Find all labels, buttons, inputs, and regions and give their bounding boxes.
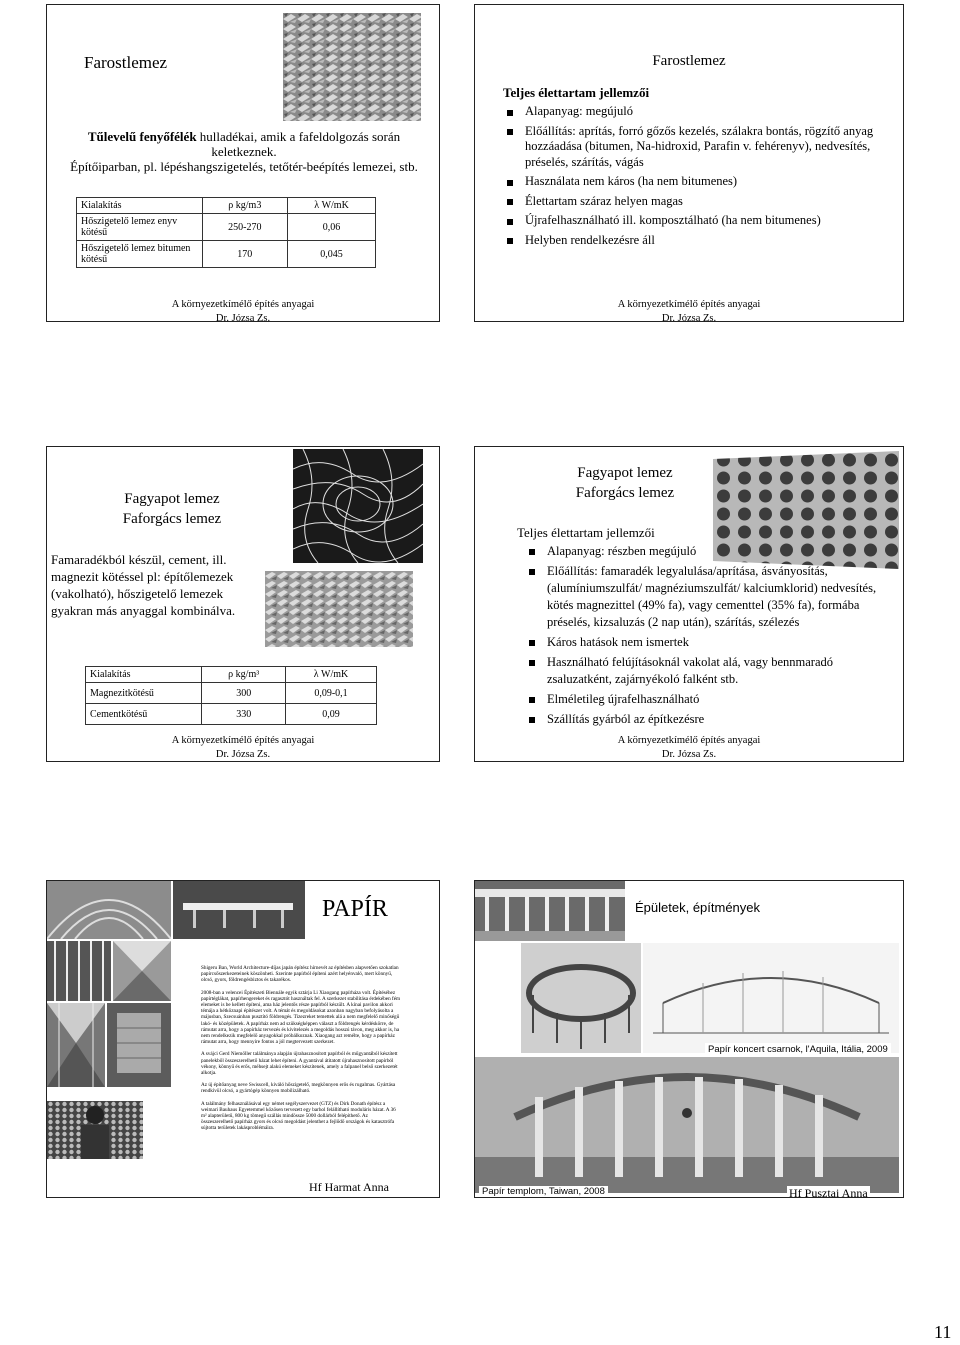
paper-church-caption: Papír templom, Taiwan, 2008 [479, 1186, 608, 1197]
section-drawing [643, 943, 899, 1053]
table-cell: Hőszigetelő lemez enyv kötésű [77, 214, 203, 241]
slide-papir [46, 880, 440, 1198]
tunnel-photo [47, 881, 171, 939]
paper-text-block [201, 965, 401, 1132]
slide-title: Épületek, építmények [635, 900, 761, 915]
footer-course: A környezetkímélő építés anyagai [171, 735, 315, 746]
list-item: Élettartam száraz helyen magas [503, 194, 883, 210]
pavilion-photo [173, 881, 305, 939]
footer-course: A környezetkímélő építés anyagai [617, 299, 761, 310]
slide-subtitle: Teljes élettartam jellemzői [517, 525, 655, 540]
slide-title: Farostlemez [652, 53, 726, 69]
title-line-2: Faforgács lemez [575, 485, 675, 501]
intro-paragraph [69, 129, 419, 174]
list-item: Használata nem káros (ha nem bitumenes) [503, 174, 883, 190]
slide-farostlemez-lifecycle [474, 4, 904, 322]
table-row [77, 241, 376, 268]
table-cell: 0,06 [288, 214, 376, 241]
wood-wool-photo [293, 449, 423, 563]
intro-bold: Tűlevelű fenyőfélék [87, 129, 197, 144]
table-cell: Magnezitkötésű [86, 683, 202, 704]
table-header: Kialakítás [77, 198, 203, 214]
paragraph: 2008-ban a velencei Építészeti Biennále egyik sztárja Li Xiaogang papírháza volt. Építéséhez papírtéglákat, papírhengereket és ragasztót használtak fel. A szerkezet stabilitása érdekében fém elemeket is be kellett építeni, ama ház jelentős része papírból készült. A kínai pavilon akkori témája a hétköznapi építészet volt. A témát és megoldásokat azonban nagyban befolyásolta a májusban, Szecsuánban pusztító földrengés. Tizezreket temettek alá a nem megfelelő minőségű lakó- és középületek. A papírház nem ad szükségképpen választ a földrengés kérdéskörre, de rámutat arra, hogy a papírház tervezés és kivitelezés a megoldás hosszú távon, meg akkor is, ha nem rendelkezik megfelelő anyagokkal próbálkoznak. Xiaogang azt remélte, hogy a papírház rámutat arra, hogy mennyire fontos a jól megtervezett szerkezet. [201, 989, 401, 1046]
title-line-1: Fagyapot lemez [577, 465, 673, 481]
slide-subtitle: Teljes élettartam jellemzői [503, 85, 650, 100]
table-cell: 330 [202, 704, 286, 725]
corridor-photo [47, 1003, 105, 1087]
table-row [86, 704, 377, 725]
table-header-row [86, 667, 377, 683]
author-caption: Hf Harmat Anna [309, 1180, 389, 1194]
concert-hall-caption: Papír koncert csarnok, l'Aquila, Itália, 2009 [705, 1043, 891, 1056]
list-item: Alapanyag: részben megújuló [525, 543, 900, 560]
lifecycle-list [503, 104, 883, 248]
interior-photo-1 [47, 941, 111, 1001]
paragraph: Az új építőanyag neve Swisscell, kiváló hőszigetelő, megkönnyen erős és rugalmas. Gyártása rendkívül olcsó, a gyártógép könnyen mobilizálható. [201, 1082, 396, 1095]
slide-footer [475, 734, 903, 762]
person-panel-photo [47, 1101, 143, 1159]
list-item: Előállítás: aprítás, forró gőzős kezelés, szálakra bontás, rögzítő anyag hozzáadása (bitumen, Na-hidroxid, Parafin v. fehérenyv), nedvesítés, préselés, szárítás, vágás [503, 124, 883, 171]
slide-title: PAPÍR [322, 896, 388, 922]
table-header-row [77, 198, 376, 214]
footer-author: Dr. Józsa Zs. [215, 749, 271, 760]
slide-fagyapot-intro [46, 446, 440, 762]
slide-footer [475, 298, 903, 322]
table-cell: 250-270 [202, 214, 287, 241]
footer-author: Dr. Józsa Zs. [661, 749, 717, 760]
paper-church-photo [475, 1057, 899, 1193]
table-header: λ W/mK [286, 667, 377, 683]
footer-author: Dr. Józsa Zs. [215, 313, 271, 322]
footer-course: A környezetkímélő építés anyagai [171, 299, 315, 310]
table-cell: Cementkötésű [86, 704, 202, 725]
table-header: Kialakítás [86, 667, 202, 683]
slide-footer [47, 298, 439, 322]
table-header: ρ kg/m3 [202, 198, 287, 214]
circular-hall-photo [521, 943, 641, 1053]
paragraph: A találmány felhasználásával egy német segélyszervezet (GTZ) és Dirk Donath építész a weimari Bauhaus Egyetemmel közösen tervezett egy barhol felállítható moduláris házat. A 36 m² alapterületű, 800 kg tömegű szállás mindössze 5000 dollárból felépíthető. Az összeszerelhető papírház gyors és olcsó megoldást jelenthet a fejlődő országok és katasztrófa sújtotta területek lakásproblémáira. [201, 1100, 396, 1132]
paragraph: A svájci Gerd Niemöller találmánya alapján újrahasznosított papírból és műgyantából készített panelekből összeszerelhető házat lehet építeni. A gyantával átitatott újrahasznosított papírból vékony, könnyű és erős, méhsejt alakú elemeket készítenek, amely a falpanel belső szerkezetét alkotja. [201, 1051, 398, 1077]
slide-title: Farostlemez [84, 53, 168, 72]
page-number: 11 [934, 1322, 952, 1342]
list-item: Előállítás: famaradék legyalulása/aprítása, ásványosítás, (alumíniumszulfát/ magnéziumszulfát/ kalciumklorid) nedvesítés, kötés magnezittel (49% fa), vagy cementtel (35% fa), formába préselés, kizsaluzás (2 nap után), szárítás, szélezés [525, 563, 900, 631]
description-text: Famaradékból készül, cement, ill. magnezit kötéssel pl: építőlemezek (vakolható), hőszigetelő lemezek gyakran más anyaggal kombinálva. [51, 552, 236, 618]
slide-title [535, 463, 715, 503]
list-item: Alapanyag: megújuló [503, 104, 883, 120]
title-line-2: Faforgács lemez [122, 511, 222, 527]
colonnade-building-photo [475, 881, 625, 941]
table-row [86, 683, 377, 704]
title-line-1: Fagyapot lemez [124, 491, 220, 507]
footer-course: A környezetkímélő építés anyagai [617, 735, 761, 746]
table-cell: 0,09-0,1 [286, 683, 377, 704]
room-photo [107, 1003, 171, 1087]
table-cell: 300 [202, 683, 286, 704]
list-item: Káros hatások nem ismertek [525, 634, 900, 651]
slide-epuletek [474, 880, 904, 1198]
list-item: Használható felújításoknál vakolat alá, vagy bennmaradó zsaluzatként, zajárnyékoló falként stb. [525, 654, 900, 688]
slide-footer [47, 734, 439, 762]
slide-title [47, 489, 297, 529]
fiberboard-chips-photo [283, 13, 421, 121]
list-item: Helyben rendelkezésre áll [503, 233, 883, 249]
lifecycle-list [525, 543, 900, 728]
intro-line2: Építőiparban, pl. lépéshangszigetelés, tetőtér-beépítés lemezei, stb. [70, 159, 418, 174]
wood-chips-photo [265, 571, 413, 647]
slide-farostlemez-intro [46, 4, 440, 322]
density-table [85, 666, 377, 725]
interior-photo-2 [113, 941, 171, 1001]
table-cell: 0,09 [286, 704, 377, 725]
list-item: Elméletileg újrafelhasználható [525, 691, 900, 708]
footer-author: Dr. Józsa Zs. [661, 313, 717, 322]
table-header: λ W/mK [288, 198, 376, 214]
table-row [77, 214, 376, 241]
list-item: Szállítás gyárból az építkezésre [525, 711, 900, 728]
table-header: ρ kg/m³ [202, 667, 286, 683]
slide-fagyapot-lifecycle [474, 446, 904, 762]
table-cell: 0,045 [288, 241, 376, 268]
density-table [76, 197, 376, 268]
table-cell: 170 [202, 241, 287, 268]
table-cell: Hőszigetelő lemez bitumen kötésű [77, 241, 203, 268]
author-caption: Hf Pusztai Anna [787, 1186, 870, 1198]
paragraph: Shigeru Ban, World Architecture-díjas japán építész hírnevét az építésben alapvetően szokatlan papírcsőszerkezeteinek köszönheti. Szerinte papírból építeni azért helyénvaló, mert könnyű, olcsó, gyors, földrengésbiztos és takarékos. [201, 965, 399, 984]
list-item: Újrafelhasználható ill. komposztálható (ha nem bitumenes) [503, 213, 883, 229]
intro-rest: hulladékai, amik a fafeldolgozás során keletkeznek. [196, 129, 401, 159]
